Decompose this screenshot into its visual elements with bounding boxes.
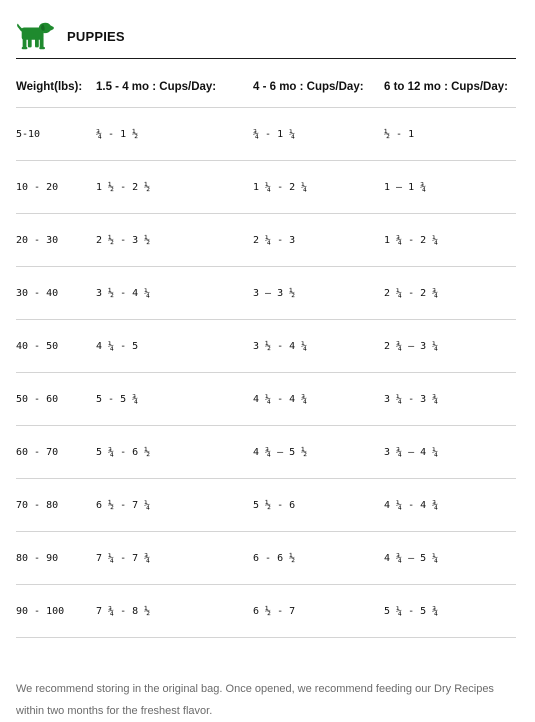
cups-cell: 1 ½ - 2 ½ bbox=[96, 161, 253, 214]
feeding-chart-table bbox=[16, 67, 516, 638]
header-divider bbox=[16, 58, 516, 59]
weight-cell: 60 - 70 bbox=[16, 426, 96, 479]
cups-cell: 1 ¾ - 2 ¼ bbox=[384, 214, 516, 267]
table-row bbox=[16, 214, 516, 267]
cups-cell: ½ - 1 bbox=[384, 108, 516, 161]
weight-cell: 5-10 bbox=[16, 108, 96, 161]
cups-cell: 2 ½ - 3 ½ bbox=[96, 214, 253, 267]
table-row bbox=[16, 373, 516, 426]
cups-cell: 3 ½ - 4 ¼ bbox=[253, 320, 384, 373]
cups-cell: 6 ½ - 7 bbox=[253, 585, 384, 638]
cups-cell: 5 ¼ - 5 ¾ bbox=[384, 585, 516, 638]
weight-cell: 70 - 80 bbox=[16, 479, 96, 532]
table-row bbox=[16, 161, 516, 214]
cups-cell: 2 ¾ – 3 ¼ bbox=[384, 320, 516, 373]
weight-cell: 10 - 20 bbox=[16, 161, 96, 214]
weight-cell: 30 - 40 bbox=[16, 267, 96, 320]
cups-cell: 4 ¾ – 5 ¼ bbox=[384, 532, 516, 585]
cups-cell: 6 ½ - 7 ¼ bbox=[96, 479, 253, 532]
weight-cell: 40 - 50 bbox=[16, 320, 96, 373]
cups-cell: 2 ¼ - 2 ¾ bbox=[384, 267, 516, 320]
table-row bbox=[16, 426, 516, 479]
dog-icon bbox=[16, 21, 54, 51]
cups-cell: ¾ - 1 ½ bbox=[96, 108, 253, 161]
column-header-weight: Weight(lbs): bbox=[16, 67, 96, 108]
cups-cell: 1 – 1 ¾ bbox=[384, 161, 516, 214]
cups-cell: 1 ¼ - 2 ¼ bbox=[253, 161, 384, 214]
page-title: PUPPIES bbox=[67, 28, 125, 44]
cups-cell: 5 ¾ - 6 ½ bbox=[96, 426, 253, 479]
weight-cell: 90 - 100 bbox=[16, 585, 96, 638]
cups-cell: 5 ½ - 6 bbox=[253, 479, 384, 532]
weight-cell: 80 - 90 bbox=[16, 532, 96, 585]
cups-cell: 4 ¼ - 4 ¾ bbox=[384, 479, 516, 532]
cups-cell: 3 ¾ – 4 ¼ bbox=[384, 426, 516, 479]
section-header bbox=[16, 14, 516, 58]
cups-cell: 5 - 5 ¾ bbox=[96, 373, 253, 426]
table-row bbox=[16, 532, 516, 585]
table-row bbox=[16, 585, 516, 638]
table-row bbox=[16, 267, 516, 320]
cups-cell: 3 ¼ - 3 ¾ bbox=[384, 373, 516, 426]
cups-cell: 4 ¾ – 5 ½ bbox=[253, 426, 384, 479]
cups-cell: 2 ¼ - 3 bbox=[253, 214, 384, 267]
weight-cell: 20 - 30 bbox=[16, 214, 96, 267]
cups-cell: 7 ¼ - 7 ¾ bbox=[96, 532, 253, 585]
cups-cell: 4 ¼ - 4 ¾ bbox=[253, 373, 384, 426]
column-header-4-to-6-months: 4 - 6 mo : Cups/Day: bbox=[253, 67, 384, 108]
storage-footnote: We recommend storing in the original bag. Once opened, we recommend feeding our Dry Recipes within two months for the freshest flavor. bbox=[16, 683, 494, 717]
cups-cell: 7 ¾ - 8 ½ bbox=[96, 585, 253, 638]
column-header-1-5-to-4-months: 1.5 - 4 mo : Cups/Day: bbox=[96, 67, 253, 108]
cups-cell: 3 – 3 ½ bbox=[253, 267, 384, 320]
weight-cell: 50 - 60 bbox=[16, 373, 96, 426]
table-row bbox=[16, 320, 516, 373]
cups-cell: ¾ - 1 ¼ bbox=[253, 108, 384, 161]
table-header-row bbox=[16, 67, 516, 108]
cups-cell: 6 - 6 ½ bbox=[253, 532, 384, 585]
cups-cell: 4 ¼ - 5 bbox=[96, 320, 253, 373]
table-row bbox=[16, 108, 516, 161]
table-row bbox=[16, 479, 516, 532]
cups-cell: 3 ½ - 4 ¼ bbox=[96, 267, 253, 320]
column-header-6-to-12-months: 6 to 12 mo : Cups/Day: bbox=[384, 67, 516, 108]
